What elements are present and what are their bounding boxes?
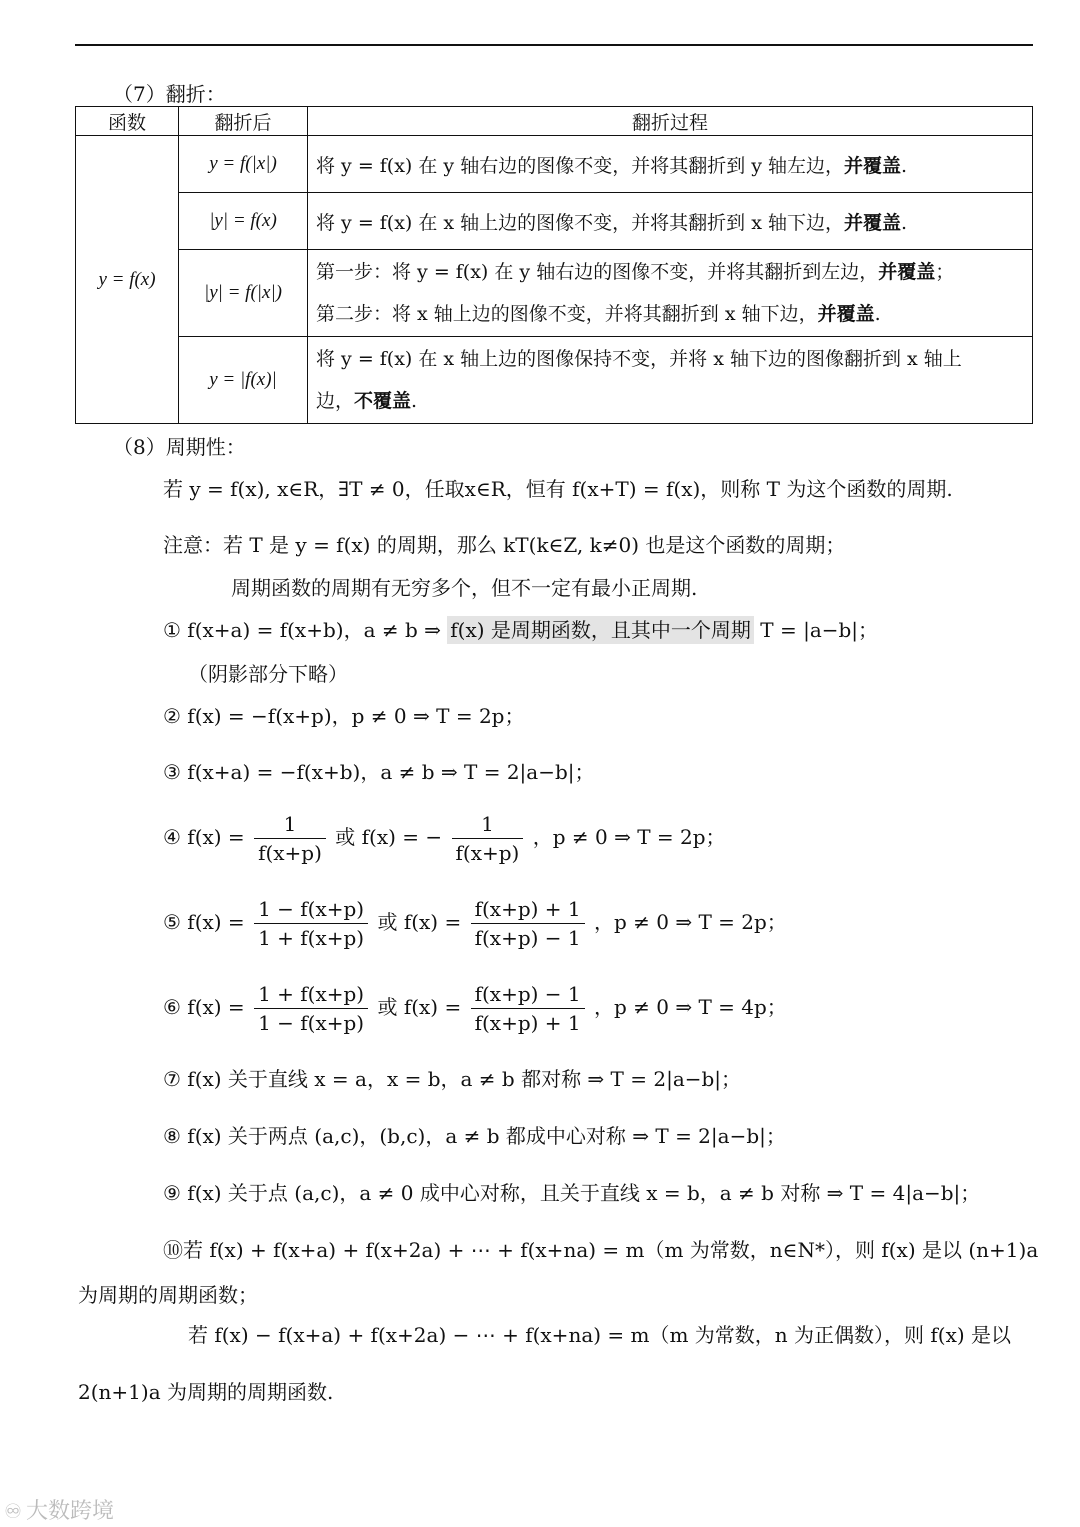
col-process-header: 翻折过程 [308, 107, 1033, 136]
rule-9: ⑨ f(x) 关于点 (a,c)，a ≠ 0 成中心对称，且关于直线 x = b，a ≠ b 对称 ⇒ T = 4|a−b|； [163, 1181, 981, 1205]
rule-6-mid: 或 f(x) = [377, 995, 462, 1019]
process-line [316, 293, 1024, 335]
process-end: . [411, 390, 418, 412]
rule-5-tail: ，p ≠ 0 ⇒ T = 2p； [594, 910, 787, 934]
rule-10-line-1: ⑩若 f(x) + f(x+a) + f(x+2a) + ⋯ + f(x+na) = m（m 为常数，n∈N*），则 f(x) 是以 (n+1)a [163, 1238, 1039, 1262]
rule-6 [163, 982, 787, 1035]
period-definition: 若 y = f(x), x∈R，∃T ≠ 0，任取x∈R，恒有 f(x+T) = f(x)，则称 T 为这个函数的周期. [163, 477, 953, 501]
rule-10-line-3: 若 f(x) − f(x+a) + f(x+2a) − ⋯ + f(x+na) = m（m 为常数，n 为正偶数），则 f(x) 是以 [188, 1323, 1012, 1347]
process-bold: 不覆盖 [354, 390, 412, 412]
period-note-1: 注意：若 T 是 y = f(x) 的周期，那么 kT(k∈Z, k≠0) 也是这个函数的周期； [163, 533, 846, 557]
fraction-numerator: 1 − f(x+p) [254, 897, 368, 924]
rule-4-tail: ，p ≠ 0 ⇒ T = 2p； [532, 825, 726, 849]
rule-1-right: T = |a−b|； [753, 618, 879, 642]
section-8-heading: （8）周期性： [113, 435, 246, 459]
process-cell [308, 337, 1033, 424]
process-cell [308, 136, 1033, 193]
process-cell [308, 193, 1033, 250]
period-note-2: 周期函数的周期有无穷多个，但不一定有最小正周期. [231, 576, 698, 600]
process-text: 将 y = f(x) 在 x 轴上边的图像保持不变，并将 x 轴下边的图像翻折到 x 轴上 [316, 348, 962, 370]
after-cell: |y| = f(|x|) [179, 250, 308, 337]
fraction [471, 982, 585, 1035]
fraction [471, 897, 585, 950]
rule-10-line-4: 2(n+1)a 为周期的周期函数. [78, 1380, 334, 1404]
folding-table [75, 106, 1033, 424]
rule-2: ② f(x) = −f(x+p)，p ≠ 0 ⇒ T = 2p； [163, 704, 525, 728]
rule-4 [163, 812, 726, 865]
fraction-numerator: 1 + f(x+p) [254, 982, 368, 1009]
process-bold: 并覆盖 [843, 211, 901, 234]
process-end: . [901, 211, 908, 234]
rule-8: ⑧ f(x) 关于两点 (a,c)，(b,c)，a ≠ b 都成中心对称 ⇒ T = 2|a−b|； [163, 1124, 786, 1148]
process-bold: 并覆盖 [844, 154, 902, 177]
process-text: 边， [316, 390, 355, 412]
fraction-numerator: 1 [254, 812, 326, 839]
rule-5-lead: ⑤ f(x) = [163, 910, 245, 934]
fraction-denominator: 1 − f(x+p) [258, 1011, 365, 1035]
process-end: ； [935, 261, 955, 283]
fraction-denominator: f(x+p) + 1 [474, 1011, 581, 1035]
shadow-note: （阴影部分下略） [188, 662, 348, 686]
after-cell: y = |f(x)| [179, 337, 308, 424]
fraction [452, 812, 524, 865]
process-text: 将 y = f(x) 在 y 轴右边的图像不变，并将其翻折到 y 轴左边， [316, 154, 845, 177]
table-row [76, 250, 1033, 337]
rule-1-left: ① f(x+a) = f(x+b)，a ≠ b ⇒ [163, 618, 448, 642]
fraction [254, 812, 326, 865]
rule-6-tail: ，p ≠ 0 ⇒ T = 4p； [594, 995, 787, 1019]
col-function-header: 函数 [76, 107, 179, 136]
watermark [4, 1494, 114, 1525]
rule-5-mid: 或 f(x) = [377, 910, 462, 934]
rule-1-highlight: f(x) 是周期函数，且其中一个周期 [447, 616, 754, 644]
process-end: . [874, 303, 881, 325]
fraction-numerator: 1 [452, 812, 524, 839]
rule-4-mid: 或 f(x) = − [335, 825, 443, 849]
table-row [76, 193, 1033, 250]
table-row [76, 337, 1033, 424]
rule-4-lead: ④ f(x) = [163, 825, 245, 849]
section-7-heading: （7）翻折： [113, 82, 226, 106]
fraction-denominator: f(x+p) [258, 841, 322, 865]
fraction-denominator: 1 + f(x+p) [258, 926, 365, 950]
process-line [316, 338, 1024, 380]
process-text: 第二步：将 x 轴上边的图像不变，并将其翻折到 x 轴下边， [316, 303, 818, 325]
folding-table-header [76, 107, 1033, 136]
rule-1 [163, 618, 878, 642]
function-cell: y = f(x) [76, 136, 179, 424]
process-cell [308, 250, 1033, 337]
watermark-logo-icon: ♾ [4, 1499, 22, 1523]
process-text: 第一步：将 y = f(x) 在 y 轴右边的图像不变，并将其翻折到左边， [316, 261, 879, 283]
fraction-numerator: f(x+p) + 1 [471, 897, 585, 924]
process-line [316, 251, 1024, 293]
fraction-denominator: f(x+p) [455, 841, 520, 865]
watermark-text: 大数跨境 [25, 1499, 114, 1524]
after-cell: y = f(|x|) [179, 136, 308, 193]
process-bold: 并覆盖 [878, 261, 936, 283]
rule-6-lead: ⑥ f(x) = [163, 995, 245, 1019]
process-bold: 并覆盖 [817, 303, 875, 325]
process-end: . [901, 154, 908, 177]
rule-5 [163, 897, 787, 950]
col-after-header: 翻折后 [179, 107, 308, 136]
fraction [254, 982, 368, 1035]
header-rule [75, 44, 1033, 46]
after-cell: |y| = f(x) [179, 193, 308, 250]
rule-7: ⑦ f(x) 关于直线 x = a，x = b，a ≠ b 都对称 ⇒ T = 2|a−b|； [163, 1067, 742, 1091]
process-line [316, 380, 1024, 422]
rule-10-line-2: 为周期的周期函数； [78, 1283, 258, 1307]
process-text: 将 y = f(x) 在 x 轴上边的图像不变，并将其翻折到 x 轴下边， [316, 211, 844, 234]
fraction-denominator: f(x+p) − 1 [474, 926, 581, 950]
fraction [254, 897, 368, 950]
rule-3: ③ f(x+a) = −f(x+b)，a ≠ b ⇒ T = 2|a−b|； [163, 760, 595, 784]
table-row [76, 136, 1033, 193]
fraction-numerator: f(x+p) − 1 [471, 982, 585, 1009]
